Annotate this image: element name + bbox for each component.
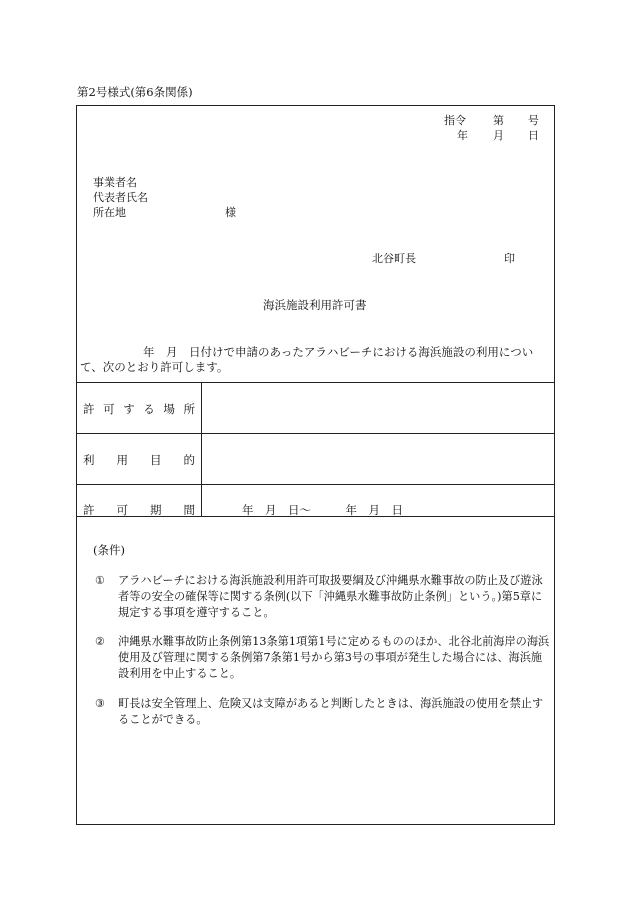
condition-item	[95, 573, 553, 621]
label-char: 期	[150, 503, 162, 517]
label-char: 可	[116, 503, 128, 517]
document-title: 海浜施設利用許可書	[263, 298, 367, 312]
conditions-heading: (条件)	[93, 543, 125, 557]
table-row-divider	[76, 433, 555, 434]
table-row-divider	[76, 484, 555, 485]
form-number-title: 第2号様式(第6条関係)	[77, 85, 193, 99]
business-name-label: 事業者名	[93, 176, 137, 189]
label-char: 目	[150, 453, 162, 467]
period-value: 年 月 日〜 年 月 日	[242, 503, 403, 517]
condition-text: 町長は安全管理上、危険又は支障があると判断したときは、海浜施設の使用を禁止することができる。	[118, 697, 544, 726]
intro-line-1: 年 月 日付けで申請のあったアラハビーチにおける海浜施設の利用につい	[143, 345, 534, 359]
label-char: 可	[103, 402, 115, 416]
label-char: 用	[116, 453, 128, 467]
date-day-label: 日	[528, 129, 539, 142]
issuer-title: 北谷町長	[372, 252, 416, 265]
table-top-border	[76, 382, 555, 383]
directive-number-label: 第	[493, 114, 504, 127]
label-char: 場	[163, 402, 175, 416]
label-char: 所	[183, 402, 195, 416]
condition-text: 沖縄県水難事故防止条例第13条第1項第1号に定めるもののほか、北谷北前海岸の海浜使用及び管理に関する条例第7条第1号から第3号の事項が発生した場合には、海浜施設利用を中止すること。	[118, 635, 550, 680]
condition-number: ③	[95, 697, 106, 710]
place-label	[83, 402, 195, 417]
directive-number-suffix: 号	[528, 114, 539, 127]
condition-number: ①	[95, 574, 106, 587]
label-char: す	[123, 402, 135, 416]
honorific-sama: 様	[225, 206, 236, 219]
period-label	[83, 503, 195, 518]
label-char: 的	[183, 453, 195, 467]
representative-name-label: 代表者氏名	[93, 191, 148, 204]
label-char: 許	[83, 503, 95, 517]
condition-item	[95, 696, 553, 728]
table-column-divider	[201, 382, 202, 516]
address-label: 所在地	[93, 206, 126, 219]
condition-number: ②	[95, 635, 106, 648]
label-char: 利	[83, 453, 95, 467]
condition-item	[95, 634, 553, 682]
purpose-label	[83, 453, 195, 468]
condition-text: アラハビーチにおける海浜施設利用許可取扱要綱及び沖縄県水難事故の防止及び遊泳者等の安全の確保等に関する条例(以下「沖縄県水難事故防止条例」という。)第5章に規定する事項を遵守すること。	[118, 574, 543, 619]
directive-label: 指令	[444, 114, 466, 127]
label-char: 間	[183, 503, 195, 517]
label-char: る	[143, 402, 155, 416]
date-year-label: 年	[457, 129, 468, 142]
label-char: 許	[83, 402, 95, 416]
intro-line-2: て、次のとおり許可します。	[80, 360, 229, 374]
seal-label: 印	[504, 252, 515, 265]
date-month-label: 月	[493, 129, 504, 142]
